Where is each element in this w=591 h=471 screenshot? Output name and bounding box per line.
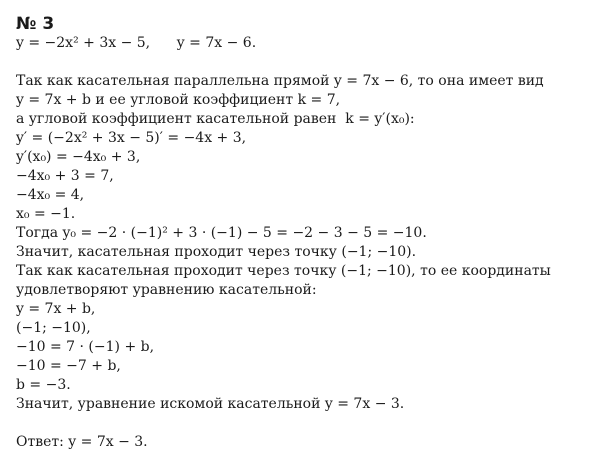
solution-line-parallel: Так как касательная параллельна прямой y = 7x − 6, то она имеет вид	[16, 73, 544, 89]
blank-line	[16, 414, 586, 433]
point-line: (−1; −10),	[16, 320, 91, 336]
equation-line-1: −4x₀ + 3 = 7,	[16, 168, 114, 184]
substitution-line-2: −10 = −7 + b,	[16, 358, 121, 374]
blank-line	[16, 53, 586, 72]
coordinates-line-2: удовлетворяют уравнению касательной:	[16, 282, 317, 298]
derivative-at-point-line: y′(x₀) = −4x₀ + 3,	[16, 149, 141, 165]
b-result-line: b = −3.	[16, 377, 71, 393]
equation-line-2: −4x₀ = 4,	[16, 187, 85, 203]
y0-computation-line: Тогда y₀ = −2 · (−1)² + 3 · (−1) − 5 = −2 − 3 − 5 = −10.	[16, 225, 427, 241]
problem-number: № 3	[16, 14, 55, 34]
solution-line-derivative-condition: а угловой коэффициент касательной равен k = y′(x₀):	[16, 111, 415, 127]
x0-result-line: x₀ = −1.	[16, 206, 76, 222]
coordinates-line-1: Так как касательная проходит через точку (−1; −10), то ее координаты	[16, 263, 551, 279]
derivative-line: y′ = (−2x² + 3x − 5)′ = −4x + 3,	[16, 130, 247, 146]
solution-line-slope: y = 7x + b и ее угловой коэффициент k = 7,	[16, 92, 341, 108]
solution-document	[16, 14, 586, 452]
tangent-equation-line: Значит, уравнение искомой касательной y = 7x − 3.	[16, 396, 405, 412]
tangent-form-line: y = 7x + b,	[16, 301, 96, 317]
tangent-point-line: Значит, касательная проходит через точку (−1; −10).	[16, 244, 417, 260]
answer-line: Ответ: y = 7x − 3.	[16, 434, 148, 450]
given-functions: y = −2x² + 3x − 5, y = 7x − 6.	[16, 35, 257, 51]
substitution-line-1: −10 = 7 · (−1) + b,	[16, 339, 155, 355]
